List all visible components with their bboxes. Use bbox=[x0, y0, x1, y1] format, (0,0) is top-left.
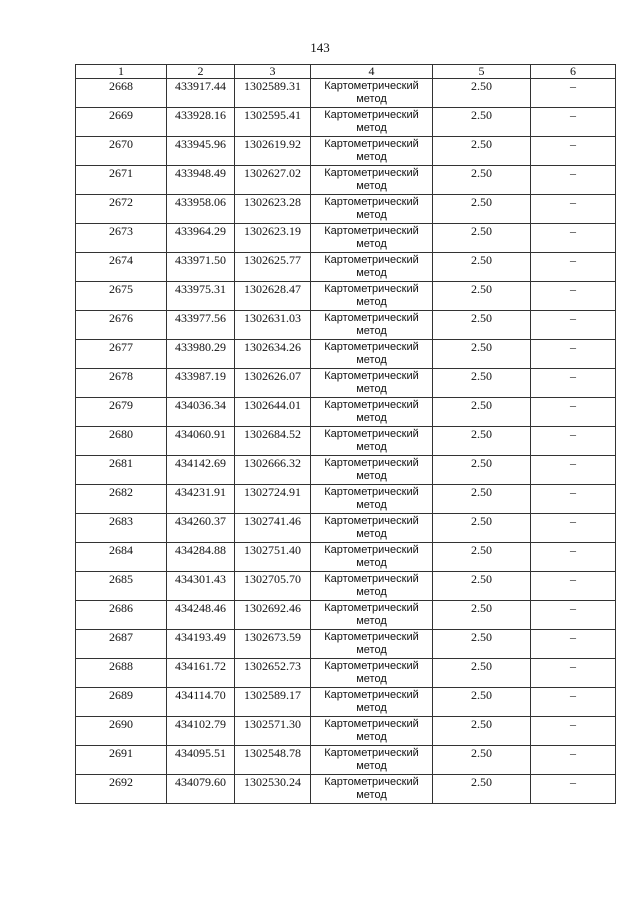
table-row bbox=[76, 195, 616, 224]
x-coordinate-cell: 433977.56 bbox=[167, 311, 235, 340]
table-row bbox=[76, 311, 616, 340]
accuracy-cell: 2.50 bbox=[433, 775, 531, 804]
method-cell: Картометрический метод bbox=[311, 775, 433, 804]
x-coordinate-cell: 434036.34 bbox=[167, 398, 235, 427]
description-cell: – bbox=[531, 456, 616, 485]
point-number-cell: 2681 bbox=[76, 456, 167, 485]
table-body bbox=[76, 79, 616, 804]
table-row bbox=[76, 775, 616, 804]
y-coordinate-cell: 1302751.40 bbox=[235, 543, 311, 572]
point-number-cell: 2683 bbox=[76, 514, 167, 543]
method-cell: Картометрический метод bbox=[311, 485, 433, 514]
accuracy-cell: 2.50 bbox=[433, 137, 531, 166]
table-row bbox=[76, 746, 616, 775]
x-coordinate-cell: 434231.91 bbox=[167, 485, 235, 514]
y-coordinate-cell: 1302627.02 bbox=[235, 166, 311, 195]
description-cell: – bbox=[531, 108, 616, 137]
point-number-cell: 2674 bbox=[76, 253, 167, 282]
accuracy-cell: 2.50 bbox=[433, 108, 531, 137]
table-row bbox=[76, 137, 616, 166]
method-cell: Картометрический метод bbox=[311, 195, 433, 224]
table-row bbox=[76, 253, 616, 282]
point-number-cell: 2669 bbox=[76, 108, 167, 137]
table-row bbox=[76, 398, 616, 427]
method-cell: Картометрический метод bbox=[311, 166, 433, 195]
method-cell: Картометрический метод bbox=[311, 369, 433, 398]
method-cell: Картометрический метод bbox=[311, 456, 433, 485]
y-coordinate-cell: 1302644.01 bbox=[235, 398, 311, 427]
accuracy-cell: 2.50 bbox=[433, 543, 531, 572]
description-cell: – bbox=[531, 572, 616, 601]
x-coordinate-cell: 434102.79 bbox=[167, 717, 235, 746]
table-row bbox=[76, 108, 616, 137]
accuracy-cell: 2.50 bbox=[433, 485, 531, 514]
y-coordinate-cell: 1302626.07 bbox=[235, 369, 311, 398]
accuracy-cell: 2.50 bbox=[433, 79, 531, 108]
point-number-cell: 2676 bbox=[76, 311, 167, 340]
point-number-cell: 2671 bbox=[76, 166, 167, 195]
y-coordinate-cell: 1302673.59 bbox=[235, 630, 311, 659]
coordinates-table bbox=[75, 64, 616, 804]
x-coordinate-cell: 433987.19 bbox=[167, 369, 235, 398]
point-number-cell: 2682 bbox=[76, 485, 167, 514]
table-row bbox=[76, 369, 616, 398]
x-coordinate-cell: 433948.49 bbox=[167, 166, 235, 195]
x-coordinate-cell: 433975.31 bbox=[167, 282, 235, 311]
description-cell: – bbox=[531, 195, 616, 224]
method-cell: Картометрический метод bbox=[311, 282, 433, 311]
method-cell: Картометрический метод bbox=[311, 572, 433, 601]
x-coordinate-cell: 434095.51 bbox=[167, 746, 235, 775]
description-cell: – bbox=[531, 79, 616, 108]
table-row bbox=[76, 282, 616, 311]
y-coordinate-cell: 1302634.26 bbox=[235, 340, 311, 369]
accuracy-cell: 2.50 bbox=[433, 282, 531, 311]
description-cell: – bbox=[531, 601, 616, 630]
description-cell: – bbox=[531, 746, 616, 775]
x-coordinate-cell: 433980.29 bbox=[167, 340, 235, 369]
x-coordinate-cell: 434079.60 bbox=[167, 775, 235, 804]
y-coordinate-cell: 1302530.24 bbox=[235, 775, 311, 804]
method-cell: Картометрический метод bbox=[311, 746, 433, 775]
point-number-cell: 2680 bbox=[76, 427, 167, 456]
point-number-cell: 2686 bbox=[76, 601, 167, 630]
point-number-cell: 2678 bbox=[76, 369, 167, 398]
accuracy-cell: 2.50 bbox=[433, 166, 531, 195]
column-header: 5 bbox=[433, 65, 531, 79]
accuracy-cell: 2.50 bbox=[433, 659, 531, 688]
description-cell: – bbox=[531, 543, 616, 572]
y-coordinate-cell: 1302595.41 bbox=[235, 108, 311, 137]
method-cell: Картометрический метод bbox=[311, 514, 433, 543]
accuracy-cell: 2.50 bbox=[433, 630, 531, 659]
y-coordinate-cell: 1302619.92 bbox=[235, 137, 311, 166]
table-row bbox=[76, 340, 616, 369]
description-cell: – bbox=[531, 224, 616, 253]
description-cell: – bbox=[531, 166, 616, 195]
accuracy-cell: 2.50 bbox=[433, 601, 531, 630]
method-cell: Картометрический метод bbox=[311, 224, 433, 253]
x-coordinate-cell: 434060.91 bbox=[167, 427, 235, 456]
x-coordinate-cell: 434142.69 bbox=[167, 456, 235, 485]
accuracy-cell: 2.50 bbox=[433, 398, 531, 427]
x-coordinate-cell: 433964.29 bbox=[167, 224, 235, 253]
point-number-cell: 2685 bbox=[76, 572, 167, 601]
x-coordinate-cell: 433945.96 bbox=[167, 137, 235, 166]
description-cell: – bbox=[531, 398, 616, 427]
description-cell: – bbox=[531, 340, 616, 369]
x-coordinate-cell: 434161.72 bbox=[167, 659, 235, 688]
y-coordinate-cell: 1302589.17 bbox=[235, 688, 311, 717]
table-row bbox=[76, 543, 616, 572]
x-coordinate-cell: 434193.49 bbox=[167, 630, 235, 659]
description-cell: – bbox=[531, 282, 616, 311]
description-cell: – bbox=[531, 630, 616, 659]
header-row bbox=[76, 65, 616, 79]
page-number: 143 bbox=[310, 40, 330, 55]
point-number-cell: 2677 bbox=[76, 340, 167, 369]
y-coordinate-cell: 1302623.19 bbox=[235, 224, 311, 253]
accuracy-cell: 2.50 bbox=[433, 195, 531, 224]
table-row bbox=[76, 688, 616, 717]
method-cell: Картометрический метод bbox=[311, 340, 433, 369]
method-cell: Картометрический метод bbox=[311, 688, 433, 717]
point-number-cell: 2668 bbox=[76, 79, 167, 108]
accuracy-cell: 2.50 bbox=[433, 746, 531, 775]
description-cell: – bbox=[531, 369, 616, 398]
table-row bbox=[76, 572, 616, 601]
accuracy-cell: 2.50 bbox=[433, 369, 531, 398]
accuracy-cell: 2.50 bbox=[433, 717, 531, 746]
y-coordinate-cell: 1302652.73 bbox=[235, 659, 311, 688]
point-number-cell: 2679 bbox=[76, 398, 167, 427]
y-coordinate-cell: 1302692.46 bbox=[235, 601, 311, 630]
table-row bbox=[76, 514, 616, 543]
table-row bbox=[76, 166, 616, 195]
accuracy-cell: 2.50 bbox=[433, 572, 531, 601]
table-row bbox=[76, 79, 616, 108]
y-coordinate-cell: 1302548.78 bbox=[235, 746, 311, 775]
table-header bbox=[76, 65, 616, 79]
accuracy-cell: 2.50 bbox=[433, 311, 531, 340]
method-cell: Картометрический метод bbox=[311, 108, 433, 137]
method-cell: Картометрический метод bbox=[311, 659, 433, 688]
y-coordinate-cell: 1302684.52 bbox=[235, 427, 311, 456]
x-coordinate-cell: 433928.16 bbox=[167, 108, 235, 137]
column-header: 2 bbox=[167, 65, 235, 79]
method-cell: Картометрический метод bbox=[311, 79, 433, 108]
column-header: 6 bbox=[531, 65, 616, 79]
method-cell: Картометрический метод bbox=[311, 253, 433, 282]
method-cell: Картометрический метод bbox=[311, 543, 433, 572]
accuracy-cell: 2.50 bbox=[433, 340, 531, 369]
point-number-cell: 2688 bbox=[76, 659, 167, 688]
y-coordinate-cell: 1302724.91 bbox=[235, 485, 311, 514]
accuracy-cell: 2.50 bbox=[433, 456, 531, 485]
column-header: 3 bbox=[235, 65, 311, 79]
x-coordinate-cell: 434260.37 bbox=[167, 514, 235, 543]
description-cell: – bbox=[531, 311, 616, 340]
y-coordinate-cell: 1302741.46 bbox=[235, 514, 311, 543]
accuracy-cell: 2.50 bbox=[433, 427, 531, 456]
table-row bbox=[76, 601, 616, 630]
table-row bbox=[76, 630, 616, 659]
point-number-cell: 2690 bbox=[76, 717, 167, 746]
table-row bbox=[76, 427, 616, 456]
description-cell: – bbox=[531, 659, 616, 688]
method-cell: Картометрический метод bbox=[311, 398, 433, 427]
y-coordinate-cell: 1302666.32 bbox=[235, 456, 311, 485]
accuracy-cell: 2.50 bbox=[433, 224, 531, 253]
y-coordinate-cell: 1302625.77 bbox=[235, 253, 311, 282]
description-cell: – bbox=[531, 427, 616, 456]
accuracy-cell: 2.50 bbox=[433, 253, 531, 282]
method-cell: Картометрический метод bbox=[311, 137, 433, 166]
point-number-cell: 2689 bbox=[76, 688, 167, 717]
point-number-cell: 2684 bbox=[76, 543, 167, 572]
x-coordinate-cell: 434301.43 bbox=[167, 572, 235, 601]
y-coordinate-cell: 1302589.31 bbox=[235, 79, 311, 108]
point-number-cell: 2672 bbox=[76, 195, 167, 224]
y-coordinate-cell: 1302631.03 bbox=[235, 311, 311, 340]
table-row bbox=[76, 456, 616, 485]
method-cell: Картометрический метод bbox=[311, 427, 433, 456]
y-coordinate-cell: 1302628.47 bbox=[235, 282, 311, 311]
accuracy-cell: 2.50 bbox=[433, 688, 531, 717]
x-coordinate-cell: 434114.70 bbox=[167, 688, 235, 717]
description-cell: – bbox=[531, 514, 616, 543]
method-cell: Картометрический метод bbox=[311, 311, 433, 340]
method-cell: Картометрический метод bbox=[311, 717, 433, 746]
x-coordinate-cell: 434248.46 bbox=[167, 601, 235, 630]
point-number-cell: 2687 bbox=[76, 630, 167, 659]
point-number-cell: 2673 bbox=[76, 224, 167, 253]
point-number-cell: 2675 bbox=[76, 282, 167, 311]
x-coordinate-cell: 434284.88 bbox=[167, 543, 235, 572]
description-cell: – bbox=[531, 775, 616, 804]
point-number-cell: 2691 bbox=[76, 746, 167, 775]
method-cell: Картометрический метод bbox=[311, 630, 433, 659]
description-cell: – bbox=[531, 485, 616, 514]
accuracy-cell: 2.50 bbox=[433, 514, 531, 543]
description-cell: – bbox=[531, 688, 616, 717]
method-cell: Картометрический метод bbox=[311, 601, 433, 630]
table-row bbox=[76, 224, 616, 253]
point-number-cell: 2692 bbox=[76, 775, 167, 804]
x-coordinate-cell: 433958.06 bbox=[167, 195, 235, 224]
y-coordinate-cell: 1302623.28 bbox=[235, 195, 311, 224]
point-number-cell: 2670 bbox=[76, 137, 167, 166]
column-header: 4 bbox=[311, 65, 433, 79]
y-coordinate-cell: 1302571.30 bbox=[235, 717, 311, 746]
table-row bbox=[76, 717, 616, 746]
description-cell: – bbox=[531, 253, 616, 282]
description-cell: – bbox=[531, 717, 616, 746]
column-header: 1 bbox=[76, 65, 167, 79]
table-row bbox=[76, 485, 616, 514]
x-coordinate-cell: 433917.44 bbox=[167, 79, 235, 108]
x-coordinate-cell: 433971.50 bbox=[167, 253, 235, 282]
y-coordinate-cell: 1302705.70 bbox=[235, 572, 311, 601]
description-cell: – bbox=[531, 137, 616, 166]
table-row bbox=[76, 659, 616, 688]
